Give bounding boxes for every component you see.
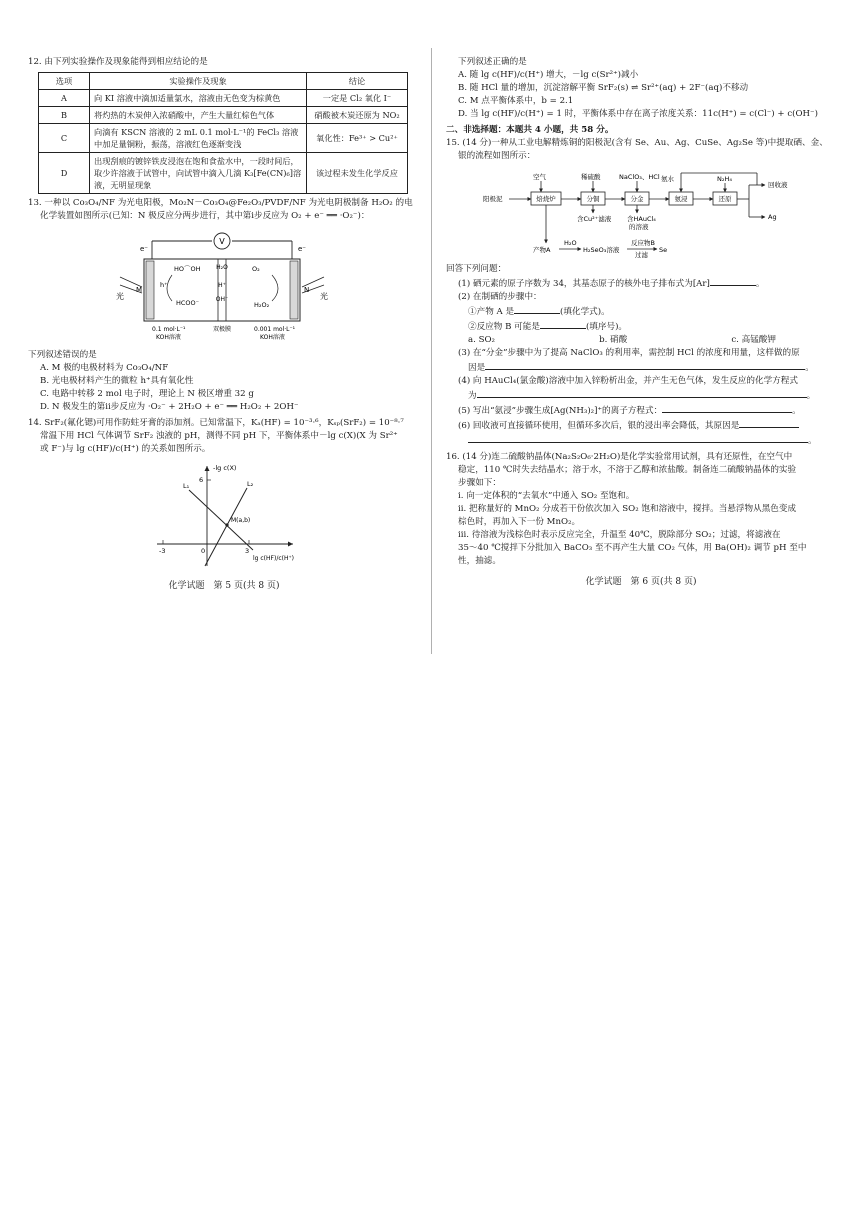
point-m-label: M(a,b) <box>231 517 251 524</box>
recycle-liquid-label: 回收液 <box>768 181 788 189</box>
ethylene-glycol-label: HO⌒OH <box>174 265 201 273</box>
line-l2 <box>205 488 250 566</box>
q16-step-1: ⅰ. 向一定体积的“去氧水”中通入 SO₂ 至饱和。 <box>458 491 635 501</box>
hydrogen-peroxide-label: H₂O₂ <box>254 301 270 309</box>
row-operation: 将灼热的木炭伸入浓硝酸中，产生大量红棕色气体 <box>90 107 307 124</box>
q13-option-c: C. 电路中转移 2 mol 电子时，理论上 N 极区增重 32 g <box>40 389 254 399</box>
answer-blank[interactable] <box>710 276 756 286</box>
table-row <box>39 107 408 124</box>
answer-blank[interactable] <box>468 433 808 443</box>
right-footer: 化学试题 第 6 页(共 8 页) <box>585 577 697 587</box>
header-conclusion: 结论 <box>307 73 408 90</box>
q14-option-b: B. 随 HCl 量的增加，沉淀溶解平衡 SrF₂(s) ⇌ Sr²⁺(aq) + 2F⁻(aq)不移动 <box>458 83 749 93</box>
q15-stem-2: 银的流程如图所示： <box>458 151 536 161</box>
selenium-product-label: Se <box>659 246 668 254</box>
box-roaster: 焙烧炉 <box>536 195 556 203</box>
q15-part-2: (2) 在制硒的步骤中： <box>458 292 542 302</box>
choice-a: a. SO₂ <box>468 335 495 345</box>
left-footer: 化学试题 第 5 页(共 8 页) <box>168 581 280 591</box>
row-option: D <box>39 153 90 194</box>
input-air: 空气 <box>533 173 546 181</box>
q15-answer-intro: 回答下列问题： <box>446 264 507 274</box>
input-dilute-sulfuric: 稀硫酸 <box>581 173 601 181</box>
electron-right-label: e⁻ <box>298 245 307 253</box>
q14-stem-2: 常温下用 HCl 气体调节 SrF₂ 浊液的 pH，测得不同 pH 下，平衡体系中－lg c(X)(X 为 Sr²⁺ <box>40 431 398 441</box>
q16-step-3c: 性，抽滤。 <box>458 556 501 566</box>
input-hydrazine: N₂H₄ <box>717 175 732 183</box>
row-option: B <box>39 107 90 124</box>
choice-b: b. 硝酸 <box>599 335 628 345</box>
q15-part-6: (6) 回收液可直接循环使用，但循环多次后，银的浸出率会降低，其原因是 <box>446 418 836 433</box>
silver-product-label: Ag <box>768 213 777 221</box>
answer-blank[interactable] <box>662 403 792 413</box>
q15-part-2a: ①产物 A 是 (填化学式)。 <box>446 304 836 319</box>
flow-start-label: 阳极泥 <box>483 195 503 203</box>
tick-label: 0 <box>201 547 206 555</box>
oxygen-label: O₂ <box>252 265 260 273</box>
left-solution-conc: 0.1 mol·L⁻¹ <box>152 326 186 333</box>
reactant-b-label: 反应物B <box>631 239 655 247</box>
q16-step-3a: ⅲ. 待溶液为浅棕色时表示反应完全，升温至 40℃，脱除部分 SO₂；过滤，将滤液在 <box>458 530 781 540</box>
row-option: A <box>39 90 90 107</box>
q12-table <box>38 72 408 194</box>
tick-label: 3 <box>245 547 250 555</box>
right-solution-conc: 0.001 mol·L⁻¹ <box>254 326 296 333</box>
row-operation: 向 KI 溶液中滴加适量氯水，溶液由无色变为棕黄色 <box>90 90 307 107</box>
box-gold-separation: 分金 <box>630 195 644 203</box>
row-operation: 向滴有 KSCN 溶液的 2 mL 0.1 mol·L⁻¹的 FeCl₃ 溶液中加足量铜粉，振荡，溶液红色逐渐变浅 <box>90 124 307 153</box>
row-conclusion: 一定是 Cl₂ 氧化 I⁻ <box>307 90 408 107</box>
box-copper-separation: 分铜 <box>586 195 600 203</box>
q14-option-d: D. 当 lg c(HF)/c(H⁺) = 1 时，平衡体系中存在离子浓度关系：11c(H⁺) = c(Cl⁻) + c(OH⁻) <box>458 109 818 119</box>
box-ammonia-leach: 氨浸 <box>674 195 688 203</box>
header-operation: 实验操作及现象 <box>90 73 307 90</box>
q16-step-3b: 35～40 ℃搅拌下分批加入 BaCO₃ 至不再产生大量 CO₂ 气体，用 Ba(OH)₂ 调节 pH 至中 <box>458 543 807 553</box>
answer-blank[interactable] <box>514 304 560 314</box>
tick-label: 6 <box>199 476 204 484</box>
output-haucl4-1: 含HAuCl₄ <box>627 215 656 223</box>
filter-label: 过滤 <box>635 251 648 259</box>
electrode-m-label: M <box>136 286 143 294</box>
q14-option-a: A. 随 lg c(HF)/c(H⁺) 增大，－lg c(Sr²⁺)减小 <box>458 70 639 80</box>
tick-label: -3 <box>159 547 166 555</box>
selenious-acid-label: H₂SeO₃溶液 <box>583 246 620 254</box>
product-a-label: 产物A <box>533 246 551 254</box>
row-conclusion: 硝酸被木炭还原为 NO₂ <box>307 107 408 124</box>
formate-label: HCOO⁻ <box>176 299 200 307</box>
q13-stem-2: 化学装置如图所示(已知：N 极反应分两步进行，其中第ⅰ步反应为 O₂ + e⁻ ══ ·O₂⁻)： <box>40 211 370 221</box>
q14-ask: 下列叙述正确的是 <box>458 57 527 67</box>
section-2-heading: 二、非选择题：本题共 4 小题，共 58 分。 <box>446 125 614 135</box>
l2-label: L₂ <box>247 480 254 488</box>
table-row <box>39 153 408 194</box>
q13-option-b: B. 光电极材料产生的微粒 h⁺具有氧化性 <box>40 376 194 386</box>
header-option: 选项 <box>39 73 90 90</box>
right-solution-label: KOH溶液 <box>260 334 285 341</box>
bipolar-membrane-label: 双极膜 <box>212 326 232 333</box>
q15-part-4b: 为 。 <box>446 388 836 403</box>
answer-blank[interactable] <box>477 388 807 398</box>
answer-blank[interactable] <box>739 418 799 428</box>
q16-step-2b: 棕色时，再加入下一份 MnO₂。 <box>458 517 581 527</box>
row-operation: 出现刮痕的镀锌铁皮浸泡在饱和食盐水中，一段时间后，取少许溶液于试管中，向试管中滴入几滴 K₃[Fe(CN)₆]溶液，无明显现象 <box>90 153 307 194</box>
electrode-n-label: N <box>304 286 310 294</box>
table-header <box>39 73 408 90</box>
q13-stem-1: 13. 一种以 Co₃O₄/NF 为光电阳极，Mo₂N－Co₃O₄@Fe₂O₃/PVDF/NF 为光电阴极制备 H₂O₂ 的电 <box>28 198 413 208</box>
table-row <box>39 90 408 107</box>
electron-left-label: e⁻ <box>140 245 149 253</box>
q12-stem: 12. 由下列实验操作及现象能得到相应结论的是 <box>28 57 208 67</box>
electrochemical-cell-diagram <box>114 227 334 345</box>
answer-blank[interactable] <box>485 360 805 370</box>
input-ammonia: 氨水 <box>661 175 674 183</box>
y-axis-label: -lg c(X) <box>213 464 237 472</box>
light-right-label: 光 <box>320 292 328 301</box>
hydroxide-label: OH⁻ <box>215 296 229 303</box>
q15-stem-1: 15. (14 分)一种从工业电解精炼铜的阳极泥(含有 Se、Au、Ag、CuSe、Ag₂Se 等)中提取硒、金、 <box>446 138 828 148</box>
q15-part-5: (5) 写出“氨浸”步骤生成[Ag(NH₃)₂]⁺的离子方程式： 。 <box>446 403 836 418</box>
q14-option-c: C. M 点平衡体系中，b = 2.1 <box>458 96 574 106</box>
q13-option-a: A. M 极的电极材料为 Co₃O₄/NF <box>40 363 169 373</box>
table-row <box>39 124 408 153</box>
row-conclusion: 氧化性：Fe³⁺ > Cu²⁺ <box>307 124 408 153</box>
water-input-label: H₂O <box>564 239 577 247</box>
q15-part-6-line: 。 <box>446 433 836 448</box>
q14-stem-1: 14. SrF₂(氟化锶)可用作防蛀牙膏的添加剂。已知常温下，Kₐ(HF) = 10⁻³·⁶，Kₛₚ(SrF₂) = 10⁻⁸·⁷ <box>28 418 404 428</box>
hole-label: h⁺ <box>160 281 168 289</box>
output-cu-filtrate: 含Cu²⁺滤液 <box>577 215 612 223</box>
q16-stem-1: 16. (14 分)连二硫酸钠晶体(Na₂S₂O₆·2H₂O)是化学实验常用试剂，具有还原性，在空气中 <box>446 452 793 462</box>
q15-process-flowchart <box>481 167 801 259</box>
q13-option-d: D. N 极发生的第ⅱ步反应为 ·O₂⁻ + 2H₂O + e⁻ ══ H₂O₂ + 2OH⁻ <box>40 402 299 412</box>
q15-part-2b: ②反应物 B 可能是 (填序号)。 <box>446 319 836 334</box>
x-axis-label: lg c(HF)/c(H⁺) <box>253 555 295 562</box>
q15-part-1: (1) 硒元素的原子序数为 34，其基态原子的核外电子排布式为[Ar] 。 <box>446 276 836 291</box>
box-reduction: 还原 <box>718 195 732 203</box>
left-solution-label: KOH溶液 <box>156 334 181 341</box>
input-naclo3-hcl: NaClO₃、HCl <box>619 173 660 181</box>
q16-stem-3: 步骤如下： <box>458 478 501 488</box>
l1-label: L₁ <box>183 482 190 490</box>
light-left-label: 光 <box>116 292 124 301</box>
right-page <box>446 56 836 589</box>
q13-ask: 下列叙述错误的是 <box>28 350 97 360</box>
choice-c: c. 高锰酸钾 <box>731 335 776 345</box>
row-conclusion: 该过程未发生化学反应 <box>307 153 408 194</box>
voltmeter-label: V <box>219 237 225 246</box>
q15-part-4a: (4) 向 HAuCl₄(氯金酸)溶液中加入锌粉析出金，并产生无色气体，发生反应的化学方程式 <box>458 376 798 386</box>
water-label: H₂O <box>216 264 228 271</box>
row-option: C <box>39 124 90 153</box>
page-divider <box>431 48 432 654</box>
answer-blank[interactable] <box>540 319 586 329</box>
q15-choices <box>446 334 836 347</box>
left-page <box>28 56 420 593</box>
q16-stem-2: 稳定，110 ℃时失去结晶水；溶于水，不溶于乙醇和浓盐酸。制备连二硫酸钠晶体的实验 <box>458 465 797 475</box>
q15-part-3a: (3) 在“分金”步骤中为了提高 NaClO₃ 的利用率，需控制 HCl 的浓度和用量，这样做的原 <box>458 348 800 358</box>
q14-stem-3: 或 F⁻)与 lg c(HF)/c(H⁺) 的关系如图所示。 <box>40 444 211 454</box>
proton-label: H⁺ <box>218 282 226 289</box>
output-haucl4-2: 的溶液 <box>629 223 649 231</box>
q14-graph <box>149 460 299 572</box>
q16-step-2a: ⅱ. 把称量好的 MnO₂ 分成若干份依次加入 SO₂ 饱和溶液中，搅拌。当悬浮物从黑色变成 <box>458 504 797 514</box>
q15-part-3b: 因是 。 <box>446 360 836 375</box>
